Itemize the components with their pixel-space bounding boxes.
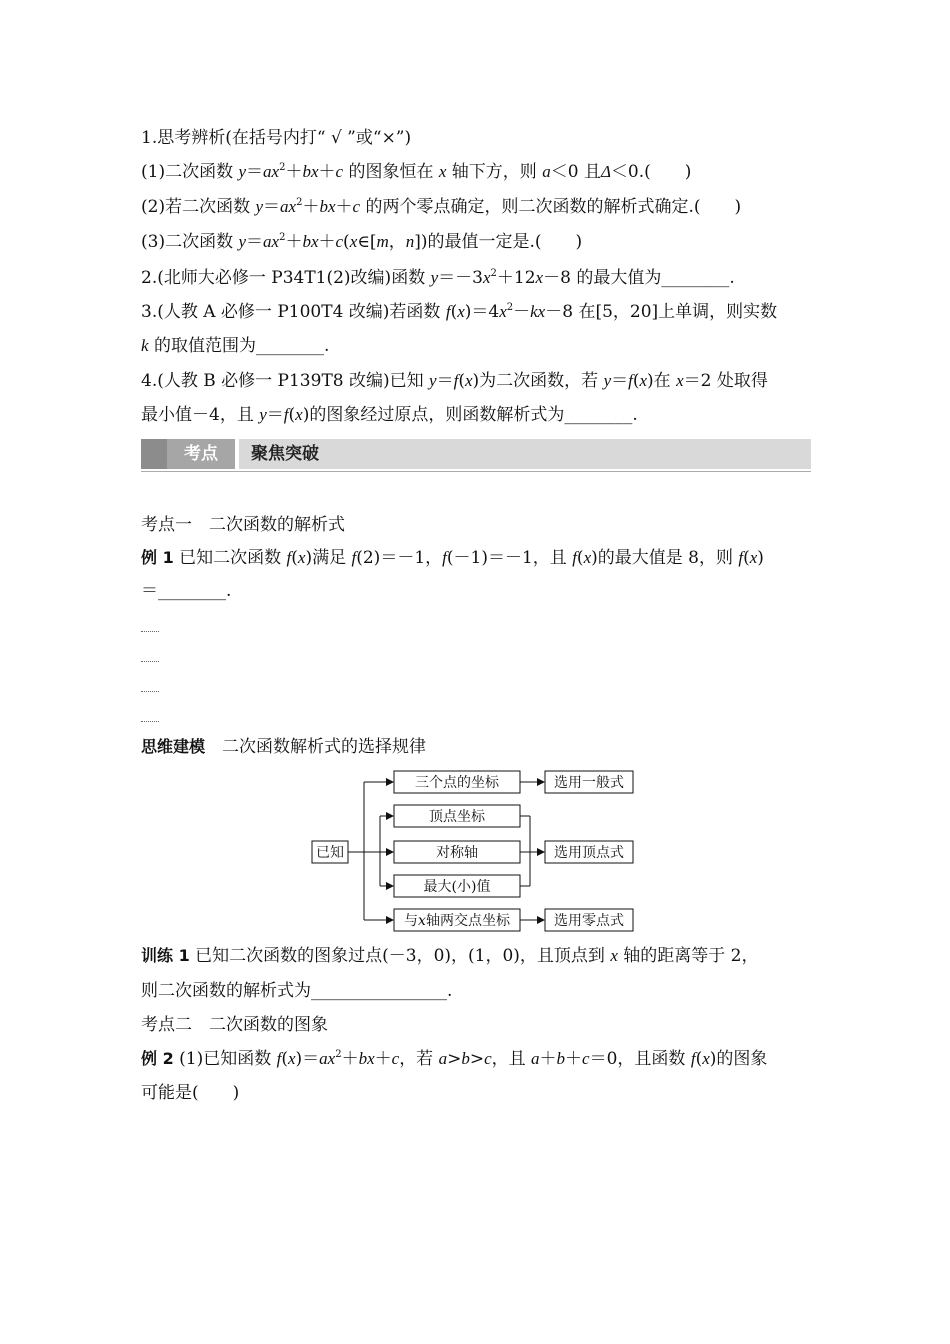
- diagram-label-vertex: 顶点坐标: [429, 809, 485, 825]
- q1-item-2: (2)若二次函数 $y=ax^2+bx+c$ 的两个零点确定，则二次函数的解析式确定.( ): [141, 197, 742, 217]
- selection-diagram: [300, 770, 640, 940]
- diagram-result-zero-label: 选用零点式: [554, 913, 624, 929]
- diagram-label-intercepts: 与x轴两交点坐标: [404, 913, 510, 929]
- q1-title: 1.思考辨析(在括号内打“ √ ”或“×”): [141, 128, 412, 148]
- diagram-result-general-label: 选用一般式: [554, 775, 624, 791]
- example-1-line-2: ＝________.: [141, 581, 232, 601]
- diagram-label-three-points: 三个点的坐标: [415, 775, 499, 791]
- section-banner: [141, 439, 811, 469]
- banner-separator: [235, 439, 239, 469]
- example-2-line-2: 可能是( ): [141, 1083, 240, 1103]
- q3-line-1: 3.(人教 A 必修一 P100T4 改编)若函数 $f(x)=4x^2-kx-8$ 在[5，20]上单调，则实数: [141, 302, 778, 322]
- training-1-line-2: 则二次函数的解析式为________________.: [141, 981, 453, 1001]
- example-2-line-1: 例 2 (1)已知函数 $f(x)=ax^2+bx+c$，若 a>b>c，且 a＋b＋c＝0，且函数 f(x)的图象: [141, 1049, 768, 1069]
- diagram-label-extremum: 最大(小)值: [423, 879, 491, 895]
- kaodian-1-title: 考点一 二次函数的解析式: [141, 515, 345, 535]
- diagram-result-vertex-label: 选用顶点式: [554, 845, 624, 861]
- answer-dots-4: [141, 721, 159, 722]
- training-1-line-1: 训练 1 已知二次函数的图象过点(－3，0)，(1，0)，且顶点到 x 轴的距离等于 2，: [141, 946, 759, 966]
- diagram-label-axis: 对称轴: [436, 845, 478, 861]
- example-1-line-1: 例 1 已知二次函数 f(x)满足 f(2)＝－1，f(－1)＝－1，且 f(x)的最大值是 8，则 f(x): [141, 548, 764, 568]
- banner-title: 聚焦突破: [251, 444, 319, 464]
- answer-dots-2: [141, 661, 159, 662]
- q3-line-2: k 的取值范围为________.: [141, 336, 330, 356]
- banner-underline: [141, 471, 811, 472]
- thinking-model-heading: 思维建模 二次函数解析式的选择规律: [141, 737, 427, 757]
- q1-item-1: (1)二次函数 $y=ax^2+bx+c$ 的图象恒在 x 轴下方，则 a＜0 且Δ＜0.( ): [141, 162, 692, 182]
- answer-dots-3: [141, 691, 159, 692]
- answer-dots-1: [141, 631, 159, 632]
- q4-line-1: 4.(人教 B 必修一 P139T8 改编)已知 y＝f(x)为二次函数，若 y＝f(x)在 x＝2 处取得: [141, 371, 768, 391]
- banner-accent: [141, 439, 167, 469]
- q1-item-3: (3)二次函数 $y=ax^2+bx+c(x\in[m$，n])的最值一定是.( ): [141, 232, 583, 252]
- banner-tag: 考点: [167, 439, 235, 469]
- diagram-root-label: 已知: [316, 845, 344, 861]
- kaodian-2-title: 考点二 二次函数的图象: [141, 1015, 328, 1035]
- q2-line: 2.(北师大必修一 P34T1(2)改编)函数 $y=-3x^2+12x-8$ 的最大值为________.: [141, 268, 735, 288]
- q4-line-2: 最小值－4，且 y＝f(x)的图象经过原点，则函数解析式为________.: [141, 405, 638, 425]
